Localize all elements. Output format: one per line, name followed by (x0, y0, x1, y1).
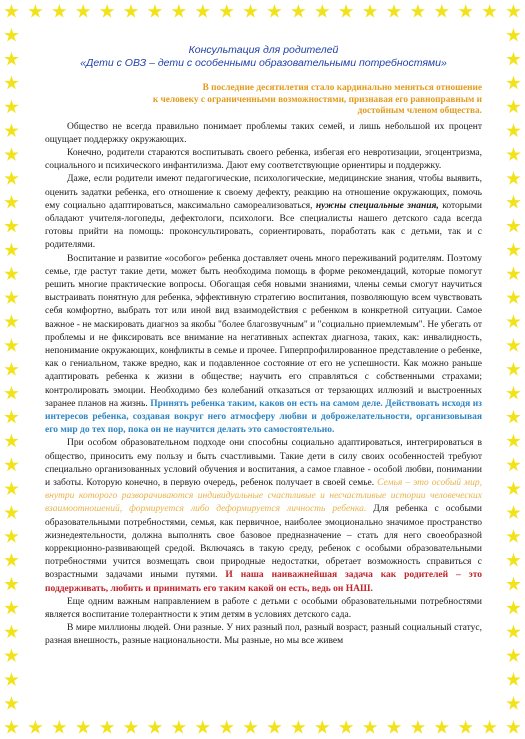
star-icon (363, 720, 378, 735)
star-icon (4, 529, 19, 544)
star-icon (4, 457, 19, 472)
star-icon (4, 434, 19, 449)
star-icon (4, 243, 19, 258)
paragraph-3-emphasis: нужны специальные знания, (315, 200, 439, 211)
paragraph-5-quote: Семья – это особый мир, внутри которого разворачиваются индивидуальные счастливые и несчастливые истории человеческих взаимоотношений, формируется либо деформируется личность ребенка. (45, 477, 482, 515)
star-icon (100, 720, 115, 735)
star-icon (100, 4, 115, 19)
star-icon (4, 601, 19, 616)
star-icon (506, 720, 521, 735)
page-title (45, 44, 482, 70)
paragraph-3-text-a: Даже, если родители имеют педагогические, психологические, медицинские знания, чтобы выявить, оценить задатки ребенка, его отношение к своему дефекту, реакцию на отношение окружающих, помочь ему социально адаптироваться, максимально самореализоваться, (45, 174, 482, 211)
star-icon (243, 720, 258, 735)
star-icon (4, 171, 19, 186)
star-icon (506, 147, 521, 162)
star-icon (434, 4, 449, 19)
star-icon (506, 434, 521, 449)
star-icon (4, 290, 19, 305)
star-icon (506, 28, 521, 43)
star-icon (291, 4, 306, 19)
star-icon (506, 577, 521, 592)
star-icon (219, 4, 234, 19)
star-icon (76, 720, 91, 735)
star-icon (124, 720, 139, 735)
star-icon (4, 362, 19, 377)
star-icon (195, 720, 210, 735)
star-icon (4, 52, 19, 67)
star-icon (458, 720, 473, 735)
star-icon (52, 4, 67, 19)
star-icon (4, 696, 19, 711)
star-icon (267, 4, 282, 19)
star-icon (4, 4, 19, 19)
paragraph-4 (45, 253, 482, 438)
star-icon (506, 648, 521, 663)
star-icon (147, 4, 162, 19)
star-icon (506, 267, 521, 282)
star-icon (386, 720, 401, 735)
star-icon (506, 672, 521, 687)
star-icon (506, 4, 521, 19)
star-icon (506, 625, 521, 640)
star-icon (28, 4, 43, 19)
paragraph-5-text-c: Для ребенка с особыми образовательными потребностями, семья, как первичное, наиболее эмоционально значимое пространство жизнедеятельности, должна выполнять свое базовое предназначение – стать для него своеобразной коррекционно-развивающей средой. Включаясь в такую среду, ребенок с особыми образовательными потребностями учится возмещать свои природные недостатки, обретает возможность справиться с возрастными задачами иными путями. (45, 504, 482, 581)
star-icon (4, 648, 19, 663)
star-icon (195, 4, 210, 19)
paragraph-2: Конечно, родители стараются воспитывать своего ребенка, избегая его невротизации, эгоцентризма, социального и психического инфантилизма. Дают ему соответствующие ориентиры и поддержку. (45, 147, 482, 172)
lead-text (45, 83, 482, 118)
star-icon (506, 386, 521, 401)
document-body (45, 44, 482, 649)
star-icon (4, 386, 19, 401)
star-icon (410, 720, 425, 735)
star-icon (339, 720, 354, 735)
star-icon (506, 553, 521, 568)
star-icon (28, 720, 43, 735)
star-icon (76, 4, 91, 19)
star-icon (4, 553, 19, 568)
paragraph-3-text-c: которыми обладают учителя-логопеды, дефектологи, психологи. Все специалисты нашего детского сада всегда готовы прийти на помощь: проконсультировать, сориентировать, поработать как с детьми, так и с родителями. (45, 200, 482, 251)
star-icon (4, 410, 19, 425)
star-icon (4, 123, 19, 138)
star-icon (506, 410, 521, 425)
title-line-1: Консультация для родителей (188, 44, 339, 56)
star-icon (482, 4, 497, 19)
paragraph-5-text-a: При особом образовательном подходе они способны социально адаптироваться, интегрироваться в общество, приносить ему пользу и быть счастливыми. Такие дети в силу своих особенностей требуют специально организованных условий обучения и воспитания, а самое главное - особой любви, понимании и заботы. Которую конечно, в первую очередь, ребенок получает в своей семье. (45, 438, 482, 488)
star-icon (4, 625, 19, 640)
star-icon (506, 52, 521, 67)
star-icon (4, 76, 19, 91)
paragraph-5-highlight: И наша наиважнейшая задача как родителей – это поддерживать, любить и принимать его таким какой он есть, ведь он НАШ. (45, 570, 482, 594)
star-icon (506, 362, 521, 377)
star-icon (4, 720, 19, 735)
paragraph-4-text: Воспитание и развитие «особого» ребенка доставляет очень много переживаний родителям. Поэтому семье, где растут такие дети, может быть необходима помощь в форме рекомендаций, которые помогут решить многие практические вопросы. Обогащая себя новыми знаниями, члены семьи смогут научиться выстраивать понятную для ребенка, эффективную стратегию воспитания, позволяющую всем чувствовать себя комфортно, выбрать тот или иной вид взаимодействия с ребенком в конкретной ситуации. Самое важное - не маскировать диагноз за якобы "более благозвучным" и "социально приемлемым". Не убегать от проблемы и не фиксировать все внимание на негативных аспектах диагноза, таких, как: инвалидность, непонимание окружающих, конфликты в семье и прочее. Гиперпрофилированное представление о ребенке, как о гениальном, также вредно, как и подавленное состояние от его не успешности. Как можно раньше адаптировать ребенка к жизни в обществе; научить его справляться с собственными страхами; контролировать эмоции. Необходимо без колебаний отказаться от терзающих иллюзий и выстроенных заранее планов на жизнь. (45, 253, 482, 409)
star-icon (506, 457, 521, 472)
star-icon (506, 505, 521, 520)
star-icon (267, 720, 282, 735)
star-icon (4, 314, 19, 329)
star-icon (4, 481, 19, 496)
star-icon (458, 4, 473, 19)
star-icon (506, 195, 521, 210)
lead-line-1: В последние десятилетия стало кардинально меняться отношение (202, 83, 482, 93)
star-icon (4, 195, 19, 210)
star-icon (506, 338, 521, 353)
star-icon (4, 338, 19, 353)
star-icon (506, 76, 521, 91)
star-icon (243, 4, 258, 19)
star-icon (506, 171, 521, 186)
star-icon (506, 696, 521, 711)
paragraph-5 (45, 437, 482, 595)
lead-line-3: достойным членом общества. (357, 106, 482, 116)
star-icon (506, 601, 521, 616)
paragraph-4-highlight: Принять ребенка таким, каков он есть на самом деле. Действовать исходя из интересов ребенка, создавая вокруг него атмосферу любви и доброжелательности, организовывая его мир до тех пор, пока он не научится делать это самостоятельно. (45, 398, 482, 436)
star-icon (291, 720, 306, 735)
star-icon (506, 314, 521, 329)
star-icon (339, 4, 354, 19)
star-icon (386, 4, 401, 19)
star-icon (4, 99, 19, 114)
star-icon (410, 4, 425, 19)
star-icon (4, 672, 19, 687)
star-icon (171, 720, 186, 735)
star-icon (4, 577, 19, 592)
star-icon (506, 290, 521, 305)
star-icon (363, 4, 378, 19)
star-icon (124, 4, 139, 19)
star-icon (506, 243, 521, 258)
star-icon (4, 219, 19, 234)
star-icon (482, 720, 497, 735)
star-icon (506, 529, 521, 544)
star-icon (315, 4, 330, 19)
star-icon (4, 505, 19, 520)
paragraph-6: Еще одним важным направлением в работе с детьми с особыми образовательными потребностями является воспитание толерантности к этим детям в условиях детского сада. (45, 596, 482, 621)
star-icon (434, 720, 449, 735)
lead-line-2: к человеку с ограниченными возможностями, признавая его равноправным и (152, 94, 482, 105)
star-icon (147, 720, 162, 735)
star-icon (52, 720, 67, 735)
star-icon (4, 267, 19, 282)
paragraph-7: В мире миллионы людей. Они разные. У них разный пол, разный возраст, разный социальный статус, разная внешность, разные национальности. Мы разные, но мы все живем (45, 623, 482, 647)
star-icon (506, 481, 521, 496)
title-line-2: «Дети с ОВЗ – дети с особенными образовательными потребностями» (80, 57, 447, 69)
star-icon (171, 4, 186, 19)
star-icon (4, 28, 19, 43)
star-icon (315, 720, 330, 735)
paragraph-1: Общество не всегда правильно понимает проблемы таких семей, и лишь небольшой их процент ощущает поддержку окружающих. (45, 121, 482, 145)
star-icon (506, 123, 521, 138)
star-icon (506, 99, 521, 114)
star-icon (219, 720, 234, 735)
star-icon (4, 147, 19, 162)
star-icon (506, 219, 521, 234)
paragraph-3 (45, 173, 482, 252)
